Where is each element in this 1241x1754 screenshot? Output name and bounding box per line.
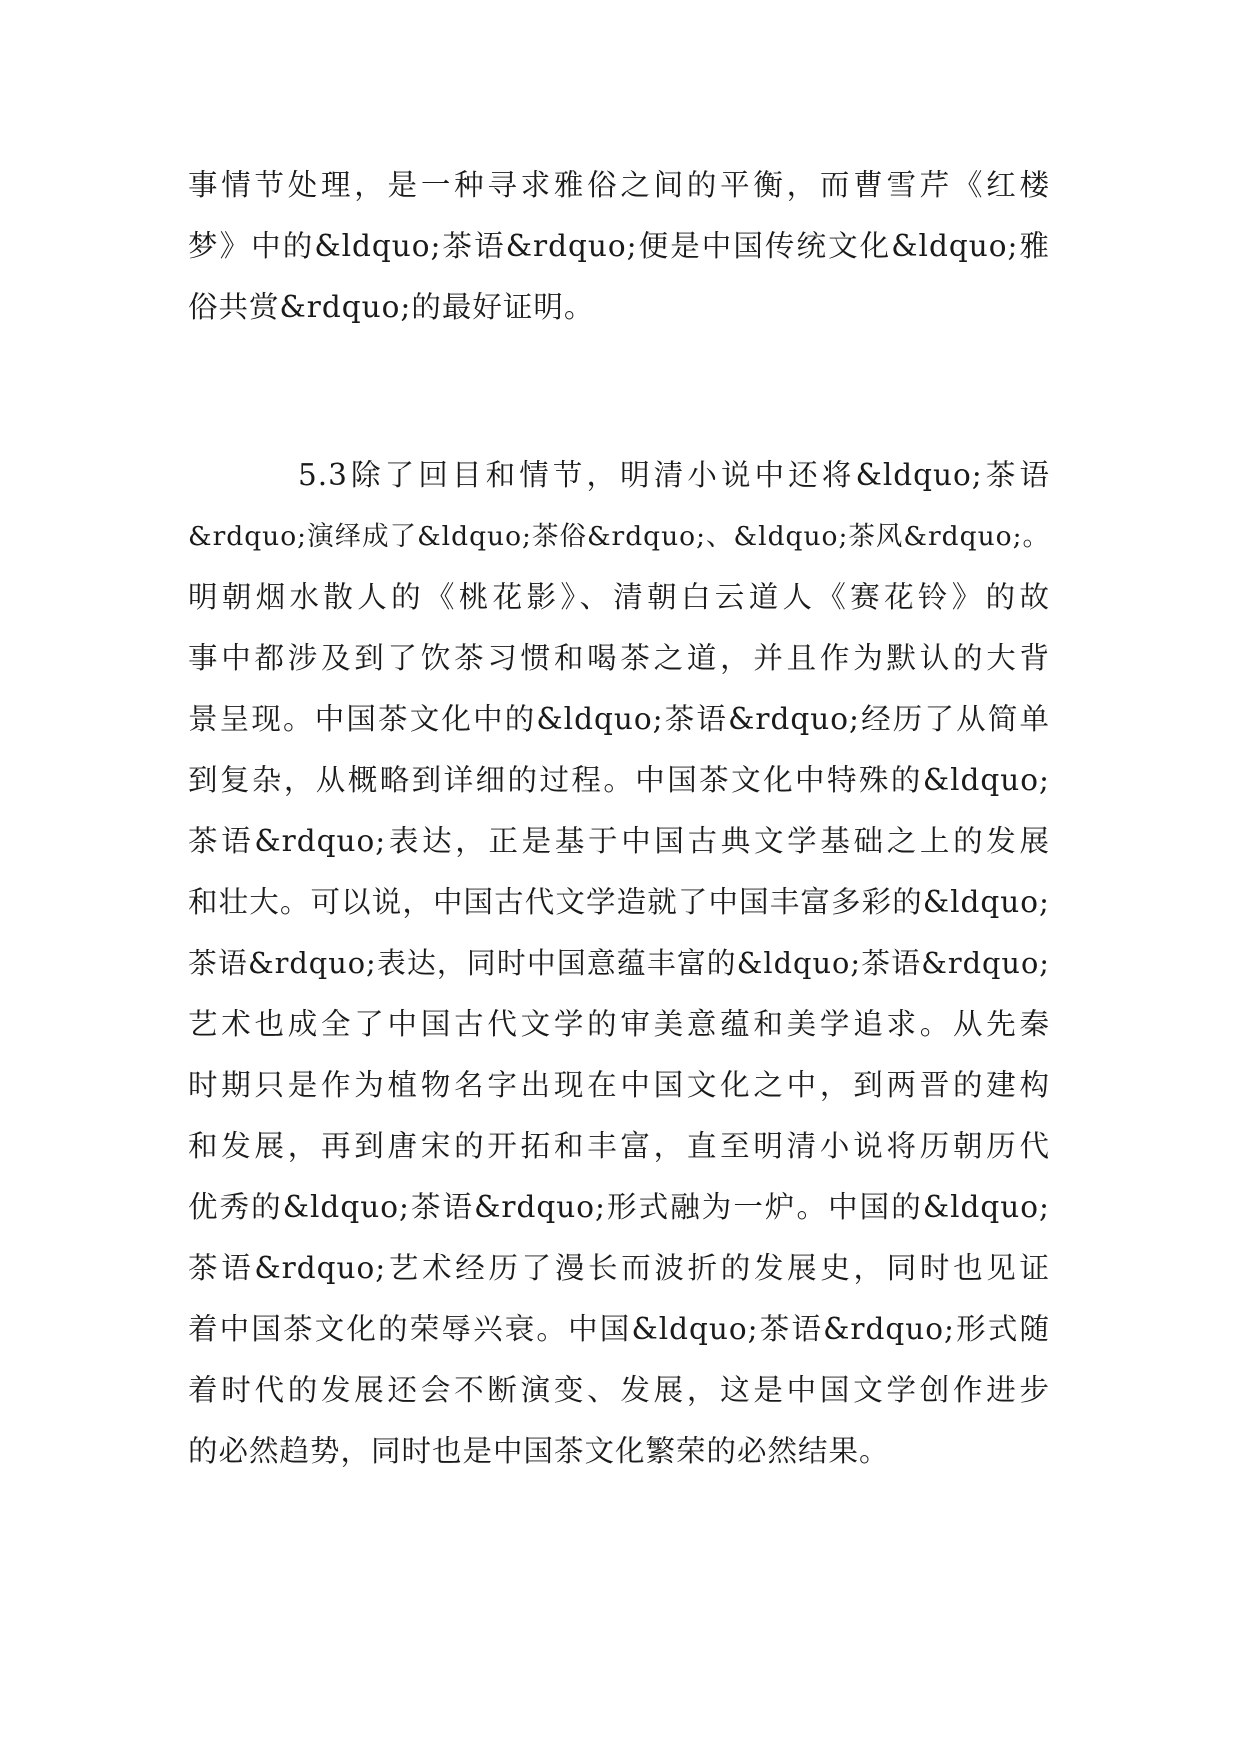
text-line: 和发展，再到唐宋的开拓和丰富，直至明清小说将历朝历代 [188, 1129, 1050, 1163]
text-line: 5.3除了回目和情节，明清小说中还将&ldquo;茶语 [298, 458, 1050, 492]
text-line: 俗共赏&rdquo;的最好证明。 [188, 290, 595, 324]
text-line: 到复杂，从概略到详细的过程。中国茶文化中特殊的&ldquo; [188, 763, 1050, 797]
text-line: 艺术也成全了中国古代文学的审美意蕴和美学追求。从先秦 [188, 1007, 1050, 1041]
paragraph-continuation [188, 155, 1050, 338]
text-line: &rdquo;演绎成了&ldquo;茶俗&rdquo;、&ldquo;茶风&rdquo;。 [188, 521, 1050, 552]
text-line: 着中国茶文化的荣辱兴衰。中国&ldquo;茶语&rdquo;形式随 [188, 1312, 1050, 1346]
text-line: 梦》中的&ldquo;茶语&rdquo;便是中国传统文化&ldquo;雅 [188, 229, 1050, 263]
text-line: 景呈现。中国茶文化中的&ldquo;茶语&rdquo;经历了从简单 [188, 702, 1050, 736]
text-line: 茶语&rdquo;表达，同时中国意蕴丰富的&ldquo;茶语&rdquo; [188, 946, 1050, 980]
text-line: 事中都涉及到了饮茶习惯和喝茶之道，并且作为默认的大背 [188, 641, 1050, 675]
text-line: 的必然趋势，同时也是中国茶文化繁荣的必然结果。 [188, 1434, 890, 1468]
text-line: 明朝烟水散人的《桃花影》、清朝白云道人《赛花铃》的故 [188, 580, 1050, 614]
text-line: 优秀的&ldquo;茶语&rdquo;形式融为一炉。中国的&ldquo; [188, 1190, 1050, 1224]
text-line: 和壮大。可以说，中国古代文学造就了中国丰富多彩的&ldquo; [188, 885, 1050, 919]
paragraph-section-5-3 [188, 445, 1050, 1482]
text-line: 着时代的发展还会不断演变、发展，这是中国文学创作进步 [188, 1373, 1050, 1407]
text-line: 茶语&rdquo;艺术经历了漫长而波折的发展史，同时也见证 [188, 1251, 1050, 1285]
text-line: 时期只是作为植物名字出现在中国文化之中，到两晋的建构 [188, 1068, 1050, 1102]
text-line: 茶语&rdquo;表达，正是基于中国古典文学基础之上的发展 [188, 824, 1050, 858]
text-line: 事情节处理，是一种寻求雅俗之间的平衡，而曹雪芹《红楼 [188, 168, 1050, 202]
